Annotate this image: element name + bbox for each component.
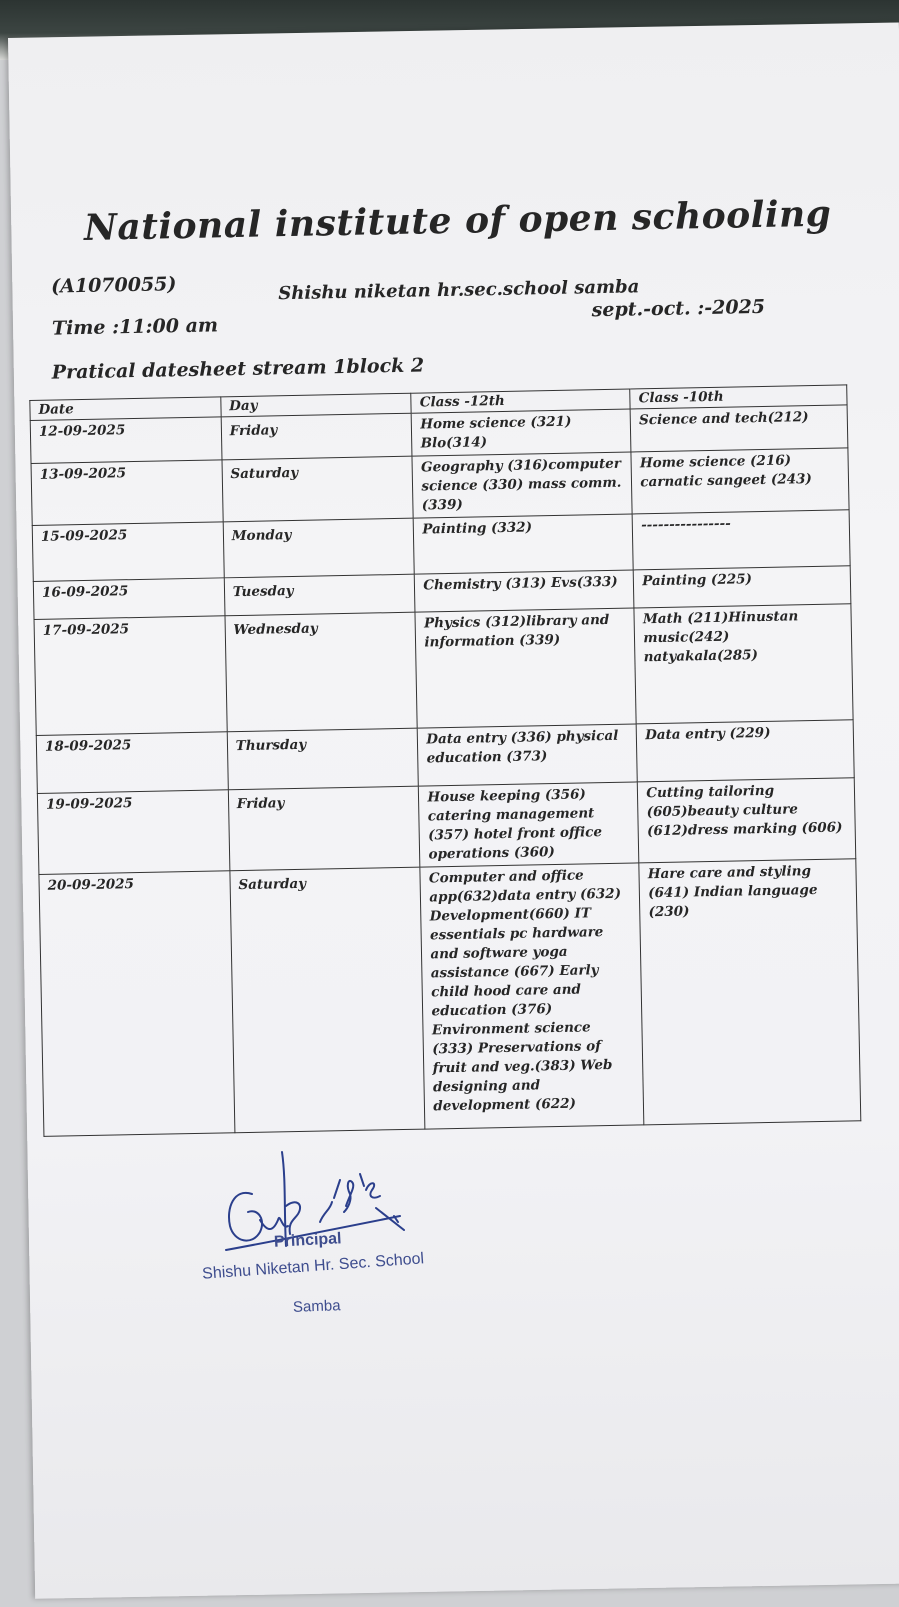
cell-date: 18-09-2025 (36, 732, 228, 794)
cell-class-10: Cutting tailoring (605)beauty culture (612)dress marking (606) (638, 778, 856, 863)
cell-day: Monday (223, 518, 415, 578)
document-title: National institute of open schooling (83, 192, 832, 249)
datesheet-table (29, 384, 861, 1137)
cell-day: Friday (221, 413, 412, 460)
cell-class-12: Computer and office app(632)data entry (632) Development(660) IT essentials pc hardware and software yoga assistance (667) Early child hood care and education (376) Environment science (333) Preservations of fruit and veg.(383) Web designing and development (622) (420, 863, 644, 1129)
table-row (37, 778, 855, 875)
cell-class-10: Home science (216) carnatic sangeet (243) (631, 448, 849, 514)
cell-day: Saturday (222, 456, 414, 522)
cell-class-10: Data entry (229) (636, 720, 854, 782)
stamp-town: Samba (292, 1297, 341, 1316)
cell-class-12: Geography (316)computer science (330) mass comm.(339) (412, 452, 632, 518)
cell-class-12: Physics (312)library and information (339) (415, 608, 636, 728)
cell-day: Wednesday (225, 612, 418, 732)
cell-date: 12-09-2025 (30, 417, 221, 464)
table-row (34, 604, 853, 736)
cell-class-10: ---------------- (632, 510, 850, 570)
cell-date: 17-09-2025 (34, 616, 227, 736)
column-header-date: Date (30, 397, 221, 421)
exam-time: Time :11:00 am (51, 314, 219, 340)
cell-class-12: Painting (332) (414, 514, 634, 574)
cell-class-12: Home science (321) Blo(314) (412, 409, 632, 456)
cell-date: 20-09-2025 (39, 871, 235, 1137)
stamp-school-name: Shishu Niketan Hr. Sec. School (201, 1250, 425, 1283)
cell-class-12: Chemistry (313) Evs(333) (415, 570, 635, 612)
cell-class-10: Painting (225) (633, 566, 850, 608)
cell-class-10: Science and tech(212) (630, 405, 848, 452)
column-header-day: Day (220, 393, 411, 417)
cell-day: Friday (228, 786, 420, 871)
datesheet-subtitle: Pratical datesheet stream 1block 2 (51, 354, 425, 384)
cell-class-12: Data entry (336) physical education (373) (418, 724, 638, 786)
cell-day: Thursday (227, 728, 419, 790)
column-header-class-12: Class -12th (411, 389, 630, 413)
cell-class-10: Math (211)Hinustan music(242) natyakala(285) (634, 604, 853, 724)
school-name: Shishu niketan hr.sec.school samba (278, 276, 640, 305)
stamp-principal: Principal (273, 1230, 342, 1251)
table-row (39, 859, 861, 1137)
cell-date: 13-09-2025 (31, 460, 223, 526)
cell-day: Saturday (230, 867, 426, 1133)
cell-date: 19-09-2025 (37, 790, 229, 875)
institute-code: (A1070055) (50, 273, 177, 298)
cell-date: 15-09-2025 (32, 522, 224, 582)
column-header-class-10: Class -10th (630, 385, 847, 409)
cell-date: 16-09-2025 (33, 578, 224, 620)
cell-day: Tuesday (224, 574, 415, 616)
cell-class-12: House keeping (356) catering management (357) hotel front office operations (360) (419, 782, 639, 867)
cell-class-10: Hare care and styling (641) Indian language (230) (639, 859, 861, 1125)
exam-session: sept.-oct. :-2025 (591, 295, 766, 322)
